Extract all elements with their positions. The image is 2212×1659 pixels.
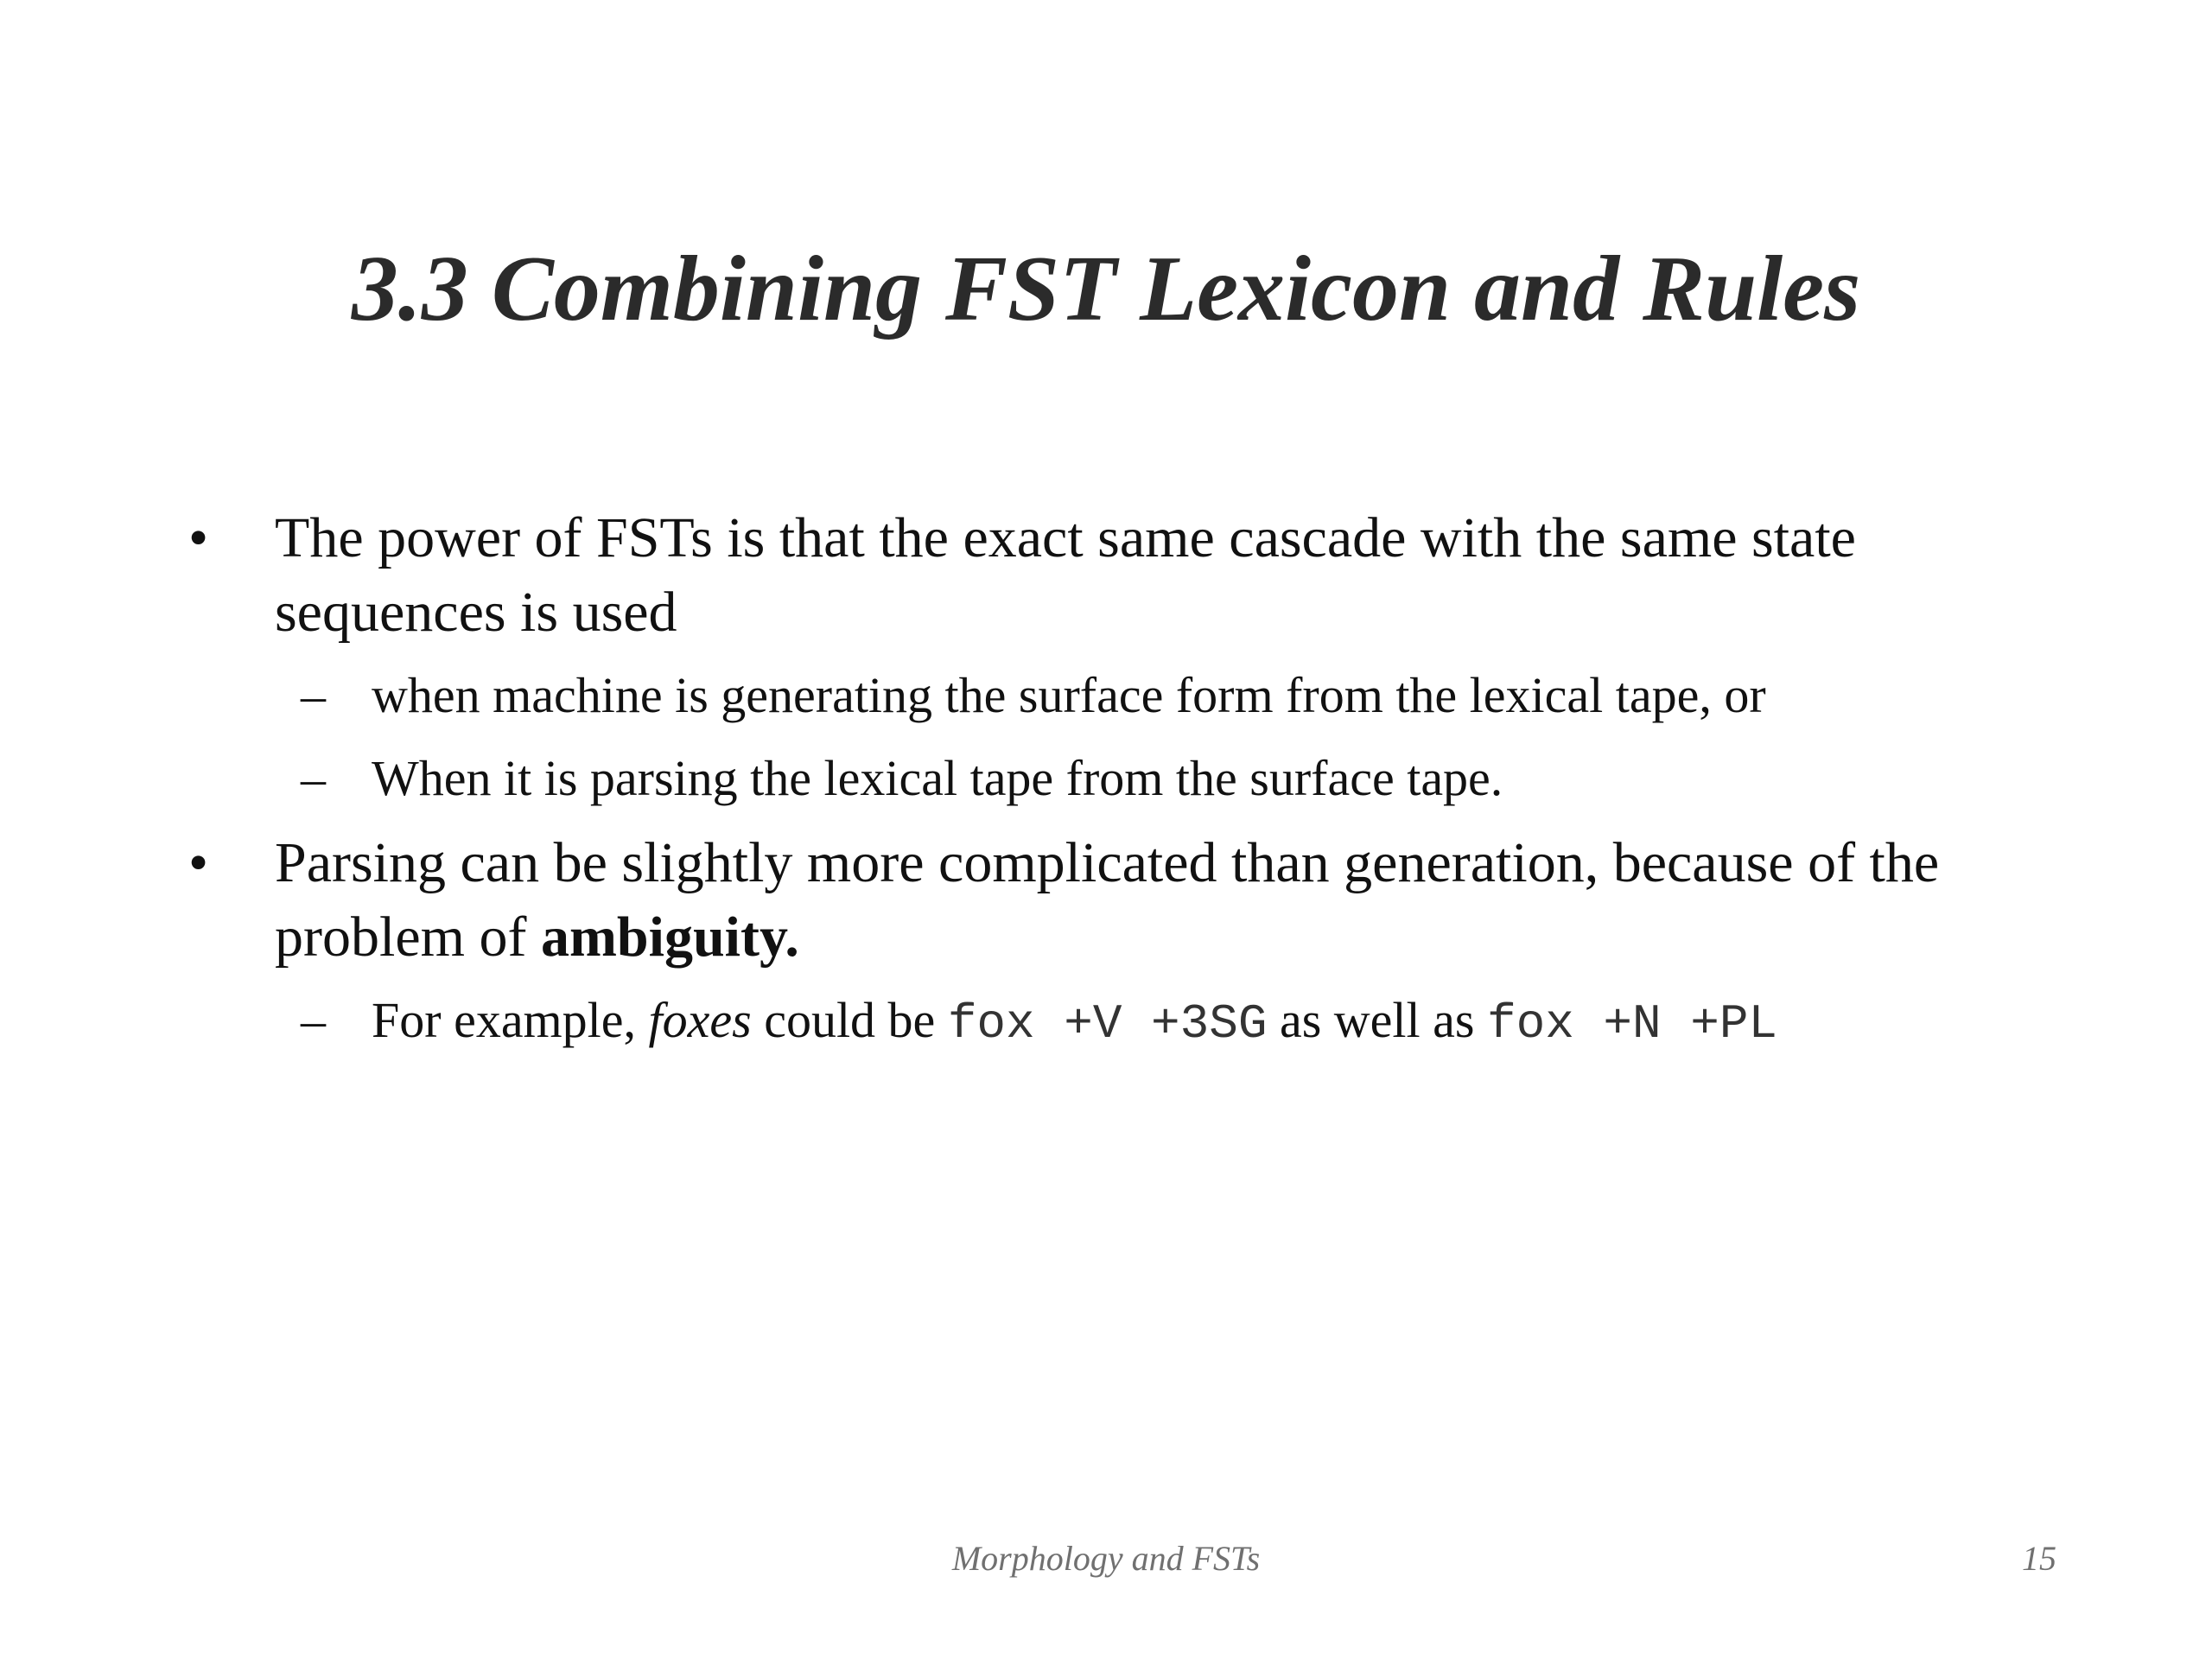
bullet-text-bold: ambiguity. — [540, 906, 799, 969]
page-number: 15 — [2022, 1539, 2056, 1578]
sub-bullet-marker: – — [301, 667, 326, 723]
example-prefix: For example, — [372, 992, 649, 1048]
sub-bullet-text: When it is parsing the lexical tape from the surface tape. — [372, 750, 1503, 806]
sub-bullet-marker: – — [301, 992, 326, 1048]
bullet-marker: • — [188, 831, 209, 894]
bullet-text — [275, 826, 2046, 975]
slide-title: 3.3 Combining FST Lexicon and Rules — [351, 238, 1861, 340]
sub-bullet-text: when machine is generating the surface form from the lexical tape, or — [372, 667, 1766, 723]
example-mid: could be — [751, 992, 948, 1048]
example-word: foxes — [648, 992, 752, 1048]
code-verb-analysis: fox +V +3SG — [947, 996, 1268, 1052]
bullet-text-plain: Parsing can be slightly more complicated than generation, because of the problem of — [275, 831, 1940, 969]
sub-bullet-marker: – — [301, 750, 326, 806]
code-noun-analysis: fox +N +PL — [1486, 996, 1778, 1052]
sub-bullet-text — [372, 990, 2056, 1054]
bullet-text: The power of FSTs is that the exact same cascade with the same state sequences is used — [275, 506, 1856, 644]
bullet-marker: • — [188, 506, 209, 569]
example-mid2: as well as — [1267, 992, 1487, 1048]
footer-title: Morphology and FSTs — [951, 1539, 1261, 1578]
